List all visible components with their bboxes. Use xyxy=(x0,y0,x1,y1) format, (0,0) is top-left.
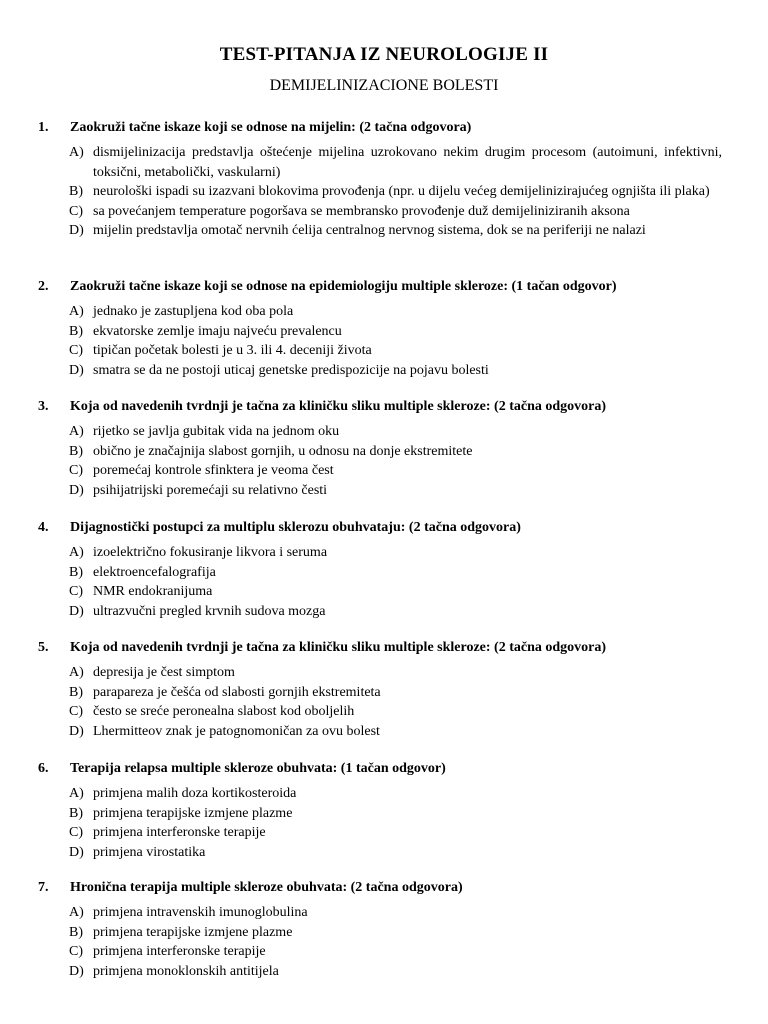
answer-option xyxy=(0,923,768,943)
document-subtitle: DEMIJELINIZACIONE BOLESTI xyxy=(269,77,499,94)
answer-letter: C) xyxy=(69,343,83,358)
answer-letter: C) xyxy=(69,463,83,478)
answer-list xyxy=(0,663,768,741)
answer-letter: D) xyxy=(69,844,84,860)
answer-option xyxy=(0,422,768,442)
answer-text: neurološki ispadi su izazvani blokovima provođenja (npr. u dijelu većeg demijelinizirajućeg ognjišta ili plaka) xyxy=(93,184,710,199)
answer-letter: B) xyxy=(69,443,83,459)
answer-text: primjena interferonske terapije xyxy=(93,825,266,840)
answer-letter: B) xyxy=(69,684,83,700)
answer-letter: A) xyxy=(69,545,84,560)
answer-option xyxy=(0,341,768,361)
answer-letter: C) xyxy=(69,704,83,719)
question-number: 7. xyxy=(38,880,49,895)
question-text: Hronična terapija multiple skleroze obuhvata: (2 tačna odgovora) xyxy=(70,880,463,895)
answer-letter: D) xyxy=(69,482,84,498)
answer-letter: A) xyxy=(69,786,84,801)
answer-letter: C) xyxy=(69,584,83,599)
answer-text: primjena malih doza kortikosteroida xyxy=(93,786,297,801)
answer-letter: C) xyxy=(69,203,83,219)
answer-letter: B) xyxy=(69,323,83,339)
answer-list xyxy=(0,903,768,981)
answer-text: mijelin predstavlja omotač nervnih ćelija centralnog nervnog sistema, dok se na periferiji ne nalazi xyxy=(93,223,646,238)
answer-option xyxy=(0,442,768,462)
answer-option xyxy=(0,182,768,202)
answer-text: tipičan početak bolesti je u 3. ili 4. deceniji života xyxy=(93,343,372,358)
question-number: 3. xyxy=(38,399,49,414)
question-text: Dijagnostički postupci za multiplu sklerozu obuhvataju: (2 tačna odgovora) xyxy=(70,520,521,535)
answer-text: često se sreće peronealna slabost kod oboljelih xyxy=(93,704,355,719)
answer-option xyxy=(0,843,768,863)
answer-text: depresija je čest simptom xyxy=(93,665,235,680)
answer-option xyxy=(0,903,768,923)
answer-text: poremećaj kontrole sfinktera je veoma čest xyxy=(93,463,334,478)
answer-option xyxy=(0,221,768,241)
answer-text: parapareza je češća od slabosti gornjih ekstremiteta xyxy=(93,684,381,700)
question-number: 4. xyxy=(38,520,49,535)
answer-text: primjena interferonske terapije xyxy=(93,944,266,959)
document-title: TEST-PITANJA IZ NEUROLOGIJE II xyxy=(219,44,549,65)
answer-option xyxy=(0,702,768,722)
answer-list xyxy=(0,543,768,621)
answer-list xyxy=(0,143,768,241)
answer-option xyxy=(0,361,768,381)
answer-text: primjena terapijske izmjene plazme xyxy=(93,924,293,940)
answer-letter: A) xyxy=(69,304,84,319)
question-number: 1. xyxy=(38,120,49,135)
answer-text: ekvatorske zemlje imaju najveću prevalencu xyxy=(93,323,342,339)
answer-letter: A) xyxy=(69,424,84,439)
answer-option xyxy=(0,804,768,824)
answer-letter: D) xyxy=(69,963,84,979)
answer-text: izoelektrično fokusiranje likvora i seruma xyxy=(93,545,328,560)
answer-letter: A) xyxy=(69,665,84,680)
answer-letter: A) xyxy=(69,145,84,160)
answer-option xyxy=(0,722,768,742)
answer-option xyxy=(0,563,768,583)
answer-text: primjena terapijske izmjene plazme xyxy=(93,805,293,821)
answer-text: primjena virostatika xyxy=(93,844,206,860)
answer-option xyxy=(0,962,768,982)
question-text: Koja od navedenih tvrdnji je tačna za kliničku sliku multiple skleroze: (2 tačna odgovora) xyxy=(70,399,607,414)
answer-letter: A) xyxy=(69,905,84,920)
answer-letter: D) xyxy=(69,723,84,739)
question-number: 6. xyxy=(38,761,49,776)
question-text: Zaokruži tačne iskaze koji se odnose na epidemiologiju multiple skleroze: (1 tačan odgovor) xyxy=(70,279,617,294)
answer-text: ultrazvučni pregled krvnih sudova mozga xyxy=(93,603,326,619)
answer-text: smatra se da ne postoji uticaj genetske predispozicije na pojavu bolesti xyxy=(93,362,489,378)
answer-text: rijetko se javlja gubitak vida na jednom oku xyxy=(93,424,340,439)
question-number: 5. xyxy=(38,640,49,655)
answer-text: primjena monoklonskih antitijela xyxy=(93,963,279,979)
answer-letter: C) xyxy=(69,825,83,840)
answer-letter: D) xyxy=(69,362,84,378)
question-text: Zaokruži tačne iskaze koji se odnose na mijelin: (2 tačna odgovora) xyxy=(70,120,472,135)
answer-text: primjena intravenskih imunoglobulina xyxy=(93,905,308,920)
answer-option xyxy=(0,582,768,602)
answer-text: elektroencefalografija xyxy=(93,564,216,580)
answer-option xyxy=(0,202,768,222)
answer-text: psihijatrijski poremećaji su relativno česti xyxy=(93,482,328,498)
answer-text: Lhermitteov znak je patognomoničan za ovu bolest xyxy=(93,723,380,739)
answer-option xyxy=(0,143,768,182)
answer-option xyxy=(0,461,768,481)
answer-letter: C) xyxy=(69,944,83,959)
answer-letter: B) xyxy=(69,184,83,199)
answer-text: dismijelinizacija predstavlja oštećenje mijelina uzrokovano nekim drugim procesom (autoimuni, infektivni, toksični, metabolički, vaskularni) xyxy=(93,145,722,180)
question-text: Koja od navedenih tvrdnji je tačna za kliničku sliku multiple skleroze: (2 tačna odgovora) xyxy=(70,640,607,655)
answer-letter: B) xyxy=(69,924,83,940)
answer-option xyxy=(0,942,768,962)
answer-option xyxy=(0,543,768,563)
question-text: Terapija relapsa multiple skleroze obuhvata: (1 tačan odgovor) xyxy=(70,761,446,776)
answer-option xyxy=(0,302,768,322)
answer-list xyxy=(0,784,768,862)
answer-option xyxy=(0,663,768,683)
answer-option xyxy=(0,823,768,843)
answer-letter: B) xyxy=(69,564,83,580)
answer-option xyxy=(0,322,768,342)
answer-letter: D) xyxy=(69,223,84,238)
answer-text: sa povećanjem temperature pogoršava se membransko provođenje duž demijeliniziranih aksona xyxy=(93,203,630,219)
answer-option xyxy=(0,784,768,804)
answer-list xyxy=(0,302,768,380)
answer-option xyxy=(0,481,768,501)
answer-list xyxy=(0,422,768,500)
answer-text: NMR endokranijuma xyxy=(93,584,213,599)
question-number: 2. xyxy=(38,279,49,294)
answer-text: jednako je zastupljena kod oba pola xyxy=(93,304,294,319)
answer-text: obično je značajnija slabost gornjih, u odnosu na donje ekstremitete xyxy=(93,443,473,459)
answer-letter: B) xyxy=(69,805,83,821)
answer-letter: D) xyxy=(69,603,84,619)
answer-option xyxy=(0,602,768,622)
answer-option xyxy=(0,683,768,703)
